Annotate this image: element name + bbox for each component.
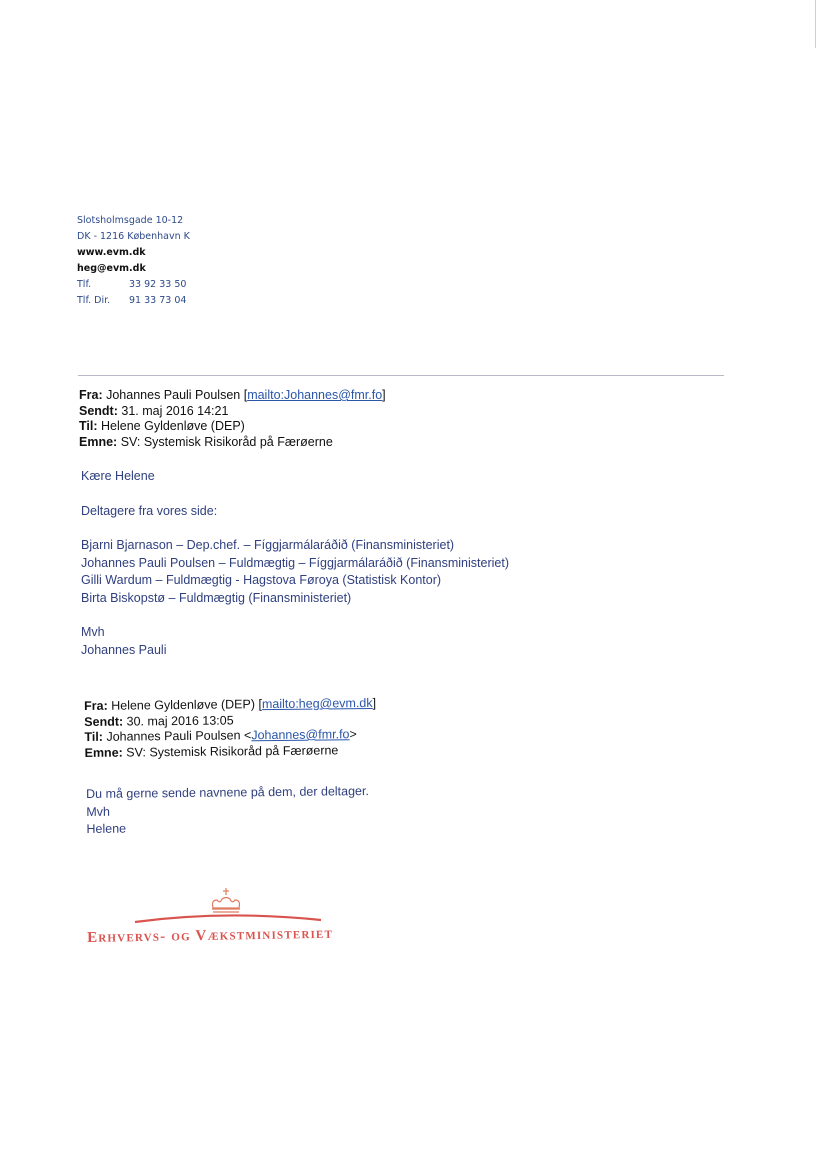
- participant-item: Birta Biskopstø – Fuldmægtig (Finansministeriet): [81, 590, 352, 605]
- message1-header: [79, 388, 386, 450]
- message2-subject-row: [84, 742, 376, 761]
- sender-contact-block: [77, 213, 190, 309]
- message2-header: [84, 696, 377, 761]
- contact-email: heg@evm.dk: [77, 263, 146, 274]
- message1-from-label: Fra:: [79, 388, 103, 402]
- contact-street: Slotsholmsgade 10-12: [77, 215, 184, 226]
- contact-direct-row: [77, 293, 190, 309]
- contact-phone-row: [77, 277, 190, 293]
- message1-sent-row: [79, 404, 386, 420]
- message1-sent: 31. maj 2016 14:21: [121, 403, 229, 418]
- message2-from-label: Fra:: [84, 698, 108, 713]
- message1-from-row: Fra: Johannes Pauli Poulsen [mailto:Johannes@fmr.fo]: [79, 388, 386, 402]
- participant-item: Johannes Pauli Poulsen – Fuldmægtig – Fíggjarmálaráðið (Finansministeriet): [81, 555, 509, 570]
- message1-sent-label: Sendt:: [79, 403, 118, 418]
- message2-subject: SV: Systemisk Risikoråd på Færøerne: [126, 742, 339, 760]
- message2-from-link[interactable]: mailto:heg@evm.dk: [261, 695, 373, 712]
- message2-to-row: Til: Johannes Pauli Poulsen <Johannes@fmr.fo>: [84, 727, 357, 744]
- contact-direct-label: Tlf. Dir.: [77, 295, 111, 306]
- message2-sent: 30. maj 2016 13:05: [126, 712, 234, 729]
- contact-web: www.evm.dk: [77, 247, 146, 258]
- message2-signature: Helene: [86, 821, 127, 836]
- ministry-logo: [85, 886, 385, 956]
- message2-to-email[interactable]: Johannes@fmr.fo: [251, 727, 350, 743]
- message1-greeting: Kære Helene: [81, 469, 155, 483]
- message2-body: [86, 783, 369, 838]
- message2-text: Du må gerne sende navnene på dem, der deltager.: [86, 784, 369, 801]
- message1-from-link[interactable]: mailto:Johannes@fmr.fo: [247, 388, 383, 402]
- contact-phone: 33 92 33 50: [129, 279, 187, 290]
- participant-item: Gilli Wardum – Fuldmægtig - Hagstova Føroya (Statistisk Kontor): [81, 573, 442, 587]
- message1-from: Johannes Pauli Poulsen: [106, 388, 241, 402]
- ministry-name: Erhvervs- og Vækstministeriet: [87, 925, 334, 946]
- message1-subject-label: Emne:: [79, 434, 118, 449]
- contact-city: DK - 1216 København K: [77, 231, 190, 242]
- message1-closing: Mvh: [81, 625, 105, 639]
- message1-subject: SV: Systemisk Risikoråd på Færøerne: [120, 434, 333, 449]
- message2-sent-label: Sendt:: [84, 714, 124, 729]
- contact-phone-label: Tlf.: [77, 279, 92, 290]
- page-edge-mark: [815, 0, 816, 48]
- header-divider: [78, 375, 724, 376]
- message1-subject-row: [79, 435, 386, 451]
- message1-to: Helene Gyldenløve (DEP): [101, 419, 245, 433]
- message1-intro: Deltagere fra vores side:: [81, 503, 218, 518]
- message2-from: Helene Gyldenløve (DEP): [111, 697, 256, 713]
- message2-to-label: Til:: [84, 729, 104, 744]
- message1-signature: Johannes Pauli: [81, 642, 167, 657]
- participant-item: Bjarni Bjarnason – Dep.chef. – Fíggjarmálaráðið (Finansministeriet): [81, 538, 455, 552]
- contact-direct: 91 33 73 04: [129, 295, 187, 306]
- message2-closing: Mvh: [86, 804, 110, 819]
- message1-to-row: [79, 419, 386, 435]
- message2-from-row: Fra: Helene Gyldenløve (DEP) [mailto:heg@evm.dk]: [84, 695, 377, 713]
- message2-to: Johannes Pauli Poulsen: [106, 728, 241, 744]
- message2-subject-label: Emne:: [84, 745, 123, 760]
- message1-body: [81, 468, 509, 659]
- message1-to-label: Til:: [79, 419, 98, 433]
- crown-icon: [85, 886, 385, 930]
